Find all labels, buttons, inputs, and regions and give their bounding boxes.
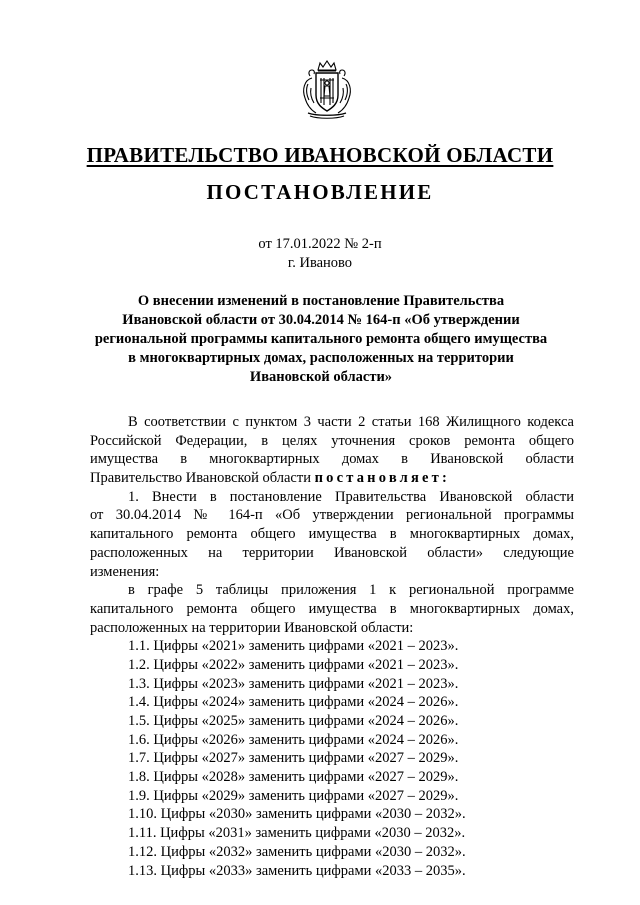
change-item: 1.13. Цифры «2033» заменить цифрами «2033 – 2035». — [128, 862, 466, 879]
change-item: 1.4. Цифры «2024» заменить цифрами «2024 – 2026». — [128, 694, 459, 711]
change-item: 1.9. Цифры «2029» заменить цифрами «2027 – 2029». — [128, 787, 459, 804]
city: г. Иваново — [287, 255, 353, 271]
change-item: 1.10. Цифры «2030» заменить цифрами «2030 – 2032». — [128, 806, 466, 823]
change-item: 1.5. Цифры «2025» заменить цифрами «2024 – 2026». — [128, 713, 459, 729]
subject-line: в многоквартирных домах, расположенных на территории — [128, 350, 514, 366]
change-item: 1.1. Цифры «2021» заменить цифрами «2021 – 2023». — [128, 638, 459, 655]
change-item: 1.3. Цифры «2023» заменить цифрами «2021 – 2023». — [128, 675, 459, 692]
preamble-line — [90, 469, 574, 488]
intro-line: капитального ремонта общего имущества в многоквартирных домах, — [90, 600, 574, 617]
ivanovo-coat-of-arms-icon — [296, 58, 358, 120]
preamble-text: Правительство Ивановской области — [90, 470, 315, 487]
preamble-line: Российской Федерации, в целях уточнения сроков ремонта общего — [90, 432, 574, 449]
subject-line: О внесении изменений в постановление Правительства — [137, 293, 505, 309]
change-item: 1.12. Цифры «2032» заменить цифрами «2030 – 2032». — [128, 843, 466, 860]
preamble-line: имущества в многоквартирных домах в Ивановской области — [90, 451, 574, 468]
document-body — [90, 413, 574, 880]
preamble-line: В соответствии с пунктом 3 части 2 статьи 168 Жилищного кодекса — [128, 414, 574, 430]
subject-line: региональной программы капитального ремонта общего имущества — [94, 331, 548, 347]
government-title: ПРАВИТЕЛЬСТВО ИВАНОВСКОЙ ОБЛАСТИ — [86, 143, 554, 167]
clause-line: изменения: — [90, 563, 160, 580]
change-item: 1.11. Цифры «2031» заменить цифрами «2030 – 2032». — [128, 825, 466, 842]
clause-line: расположенных на территории Ивановской области» следующие — [90, 544, 574, 561]
subject-line: Ивановской области от 30.04.2014 № 164-п «Об утверждении — [122, 312, 520, 328]
clause-line: от 30.04.2014 № 164-п «Об утверждении региональной программы — [90, 507, 574, 524]
clause-line: 1. Внести в постановление Правительства Ивановской области — [128, 488, 574, 505]
change-item: 1.7. Цифры «2027» заменить цифрами «2027 – 2029». — [128, 750, 459, 767]
date-number: от 17.01.2022 № 2-п — [258, 236, 382, 252]
document-type: ПОСТАНОВЛЕНИЕ — [206, 180, 434, 204]
change-item: 1.2. Цифры «2022» заменить цифрами «2021 – 2023». — [128, 656, 459, 673]
intro-line: расположенных на территории Ивановской области: — [90, 619, 414, 636]
resolution-verb: постановляет: — [314, 470, 451, 487]
document-subject — [90, 292, 552, 387]
intro-line: в графе 5 таблицы приложения 1 к региональной программе — [128, 582, 574, 599]
subject-line: Ивановской области» — [249, 369, 393, 385]
clause-line: капитального ремонта общего имущества в многоквартирных домах, — [90, 526, 574, 543]
change-item: 1.8. Цифры «2028» заменить цифрами «2027 – 2029». — [128, 769, 459, 786]
change-item: 1.6. Цифры «2026» заменить цифрами «2024 – 2026». — [128, 731, 459, 748]
